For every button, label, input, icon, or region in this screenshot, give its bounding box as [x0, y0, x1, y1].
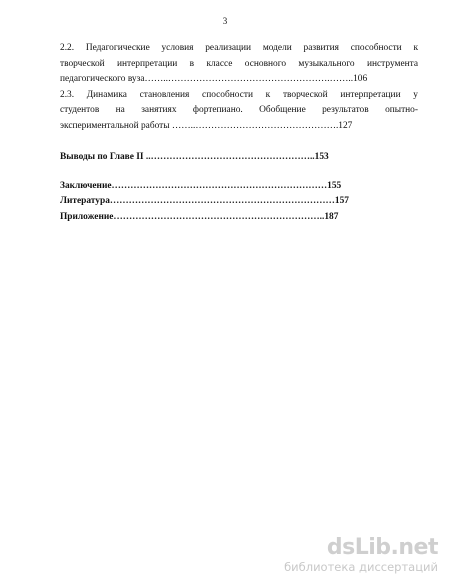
page-number: 3 [222, 16, 228, 26]
toc-entry-2-3-line-1: 2.3. Динамика становления способности к творческой интерпретации у [60, 89, 418, 100]
toc-entry-2-3-line-3: экспериментальной работы ……..……………………………………….127 [60, 120, 353, 131]
toc-entry-2-2-line-3: педагогического вуза……..…………………………………………….……..106 [60, 74, 368, 84]
toc-entry-2-3[interactable] [60, 88, 418, 135]
toc-entry-literature[interactable]: Литература………………………………………………………………157 [60, 196, 349, 206]
watermark-subtitle: библиотека диссертаций [284, 560, 438, 574]
toc-entry-2-3-line-2: студентов на занятиях фортепиано. Обобщение результатов опытно- [60, 105, 418, 115]
toc-entry-2-2-line-1: 2.2. Педагогические условия реализации модели развития способности к [60, 43, 418, 53]
toc-entry-conclusion[interactable]: Заключение……………………………………………………………155 [60, 180, 342, 191]
toc-entry-chapter-conclusion[interactable]: Выводы по Главе II ..……………………………………………..153 [60, 152, 329, 162]
watermark-logo: dsLib.net [326, 535, 438, 560]
table-of-contents [60, 41, 418, 225]
toc-entry-2-2-line-2: творческой интерпретации в классе основного музыкального инструмента [60, 58, 418, 69]
watermark [284, 536, 438, 574]
toc-entry-appendix[interactable]: Приложение…………………………………………………………..187 [60, 211, 339, 222]
toc-entry-2-2[interactable] [60, 41, 418, 88]
